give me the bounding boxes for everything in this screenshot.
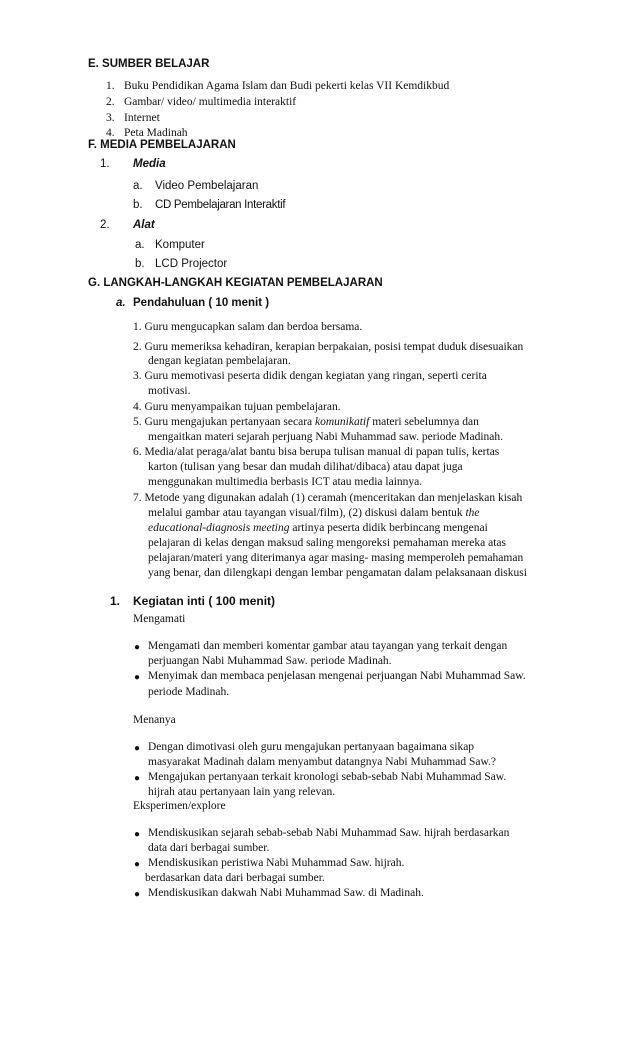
step-6-line-3: menggunakan multimedia berbasis ICT atau media lainnya. <box>148 476 423 488</box>
step-5-line-2: mengaitkan materi sejarah perjuang Nabi Muhammad saw. periode Madinah. <box>148 431 503 443</box>
eksperimen-bullet-1-line-2: data dari berbagai sumber. <box>148 842 270 854</box>
pendahuluan-letter: a. <box>116 297 126 309</box>
step-7-line-3: educational-diagnosis meeting artinya peserta didik berbincang mengenai <box>148 522 488 534</box>
step-1: 1. Guru mengucapkan salam dan berdoa bersama. <box>133 321 363 333</box>
bullet-icon: ● <box>134 889 141 900</box>
pendahuluan-title: Pendahuluan ( 10 menit ) <box>133 297 270 309</box>
step-7-line-1: 7. Metode yang digunakan adalah (1) ceramah (menceritakan dan menjelaskan kisah <box>133 492 523 504</box>
menanya-bullet-2-line-1: Mengajukan pertanyaan terkait kronologi sebab-sebab Nabi Muhammad Saw. <box>148 771 507 783</box>
media-num: 1. <box>100 158 110 170</box>
eksperimen-bullet-2-line-1: Mendiskusikan peristiwa Nabi Muhammad Saw. hijrah. <box>148 857 405 869</box>
menanya-bullet-2-line-2: hijrah atau pertanyaan lain yang relevan. <box>148 786 336 798</box>
step-2-line-2: dengan kegiatan pembelajaran. <box>148 355 291 367</box>
bullet-icon: ● <box>134 743 141 754</box>
inti-num: 1. <box>110 594 121 608</box>
section-f-title: F. MEDIA PEMBELAJARAN <box>88 139 236 151</box>
eksperimen-label: Eksperimen/explore <box>133 800 226 812</box>
mengamati-bullet-2-line-1: Menyimak dan membaca penjelasan mengenai perjuangan Nabi Muhammad Saw. <box>148 670 526 682</box>
bullet-icon: ● <box>134 773 141 784</box>
alat-item-a-letter: a. <box>135 239 145 251</box>
step-4: 4. Guru menyampaikan tujuan pembelajaran. <box>133 401 341 413</box>
step-3-line-2: motivasi. <box>148 385 191 397</box>
step-6-line-2: karton (tulisan yang besar dan mudah dilihat/dibaca) atau dapat juga <box>148 461 463 473</box>
section-e-item-1-num: 1. <box>106 80 115 92</box>
media-item-a-letter: a. <box>133 180 143 192</box>
section-e-item-2: Gambar/ video/ multimedia interaktif <box>124 96 297 108</box>
media-label: Media <box>133 158 166 170</box>
bullet-icon: ● <box>134 859 141 870</box>
eksperimen-bullet-3: Mendiskusikan dakwah Nabi Muhammad Saw. di Madinah. <box>148 887 424 899</box>
section-g-title: G. LANGKAH-LANGKAH KEGIATAN PEMBELAJARAN <box>88 277 383 289</box>
menanya-label: Menanya <box>133 714 176 726</box>
bullet-icon: ● <box>134 642 141 653</box>
step-7-line-6: yang benar, dan dilengkapi dengan lembar pengamatan dalam pelaksanaan diskusi <box>148 567 527 579</box>
section-e-item-2-num: 2. <box>106 96 115 108</box>
step-2-line-1: 2. Guru memeriksa kehadiran, kerapian berpakaian, posisi tempat duduk disesuaikan <box>133 341 524 353</box>
mengamati-label: Mengamati <box>133 613 186 625</box>
step-7-line-5: pelajaran/materi yang diterimanya agar masing- masing memperoleh pemahaman <box>148 552 524 564</box>
section-e-item-4: Peta Madinah <box>124 127 188 139</box>
step-6-line-1: 6. Media/alat peraga/alat bantu bisa berupa tulisan manual di papan tulis, kertas <box>133 446 500 458</box>
alat-item-b-letter: b. <box>135 258 145 270</box>
alat-item-b: LCD Projector <box>155 258 228 270</box>
bullet-icon: ● <box>134 672 141 683</box>
mengamati-bullet-1-line-1: Mengamati dan memberi komentar gambar atau tayangan yang terkait dengan <box>148 640 508 652</box>
media-item-b-letter: b. <box>133 199 143 211</box>
media-item-b: CD Pembelajaran Interaktif <box>155 199 286 211</box>
menanya-bullet-1-line-2: masyarakat Madinah dalam menyambut datangnya Nabi Muhammad Saw.? <box>148 756 496 768</box>
mengamati-bullet-2-line-2: periode Madinah. <box>148 686 230 698</box>
section-e-item-3: Internet <box>124 112 160 124</box>
menanya-bullet-1-line-1: Dengan dimotivasi oleh guru mengajukan pertanyaan bagaimana sikap <box>148 741 475 753</box>
step-3-line-1: 3. Guru memotivasi peserta didik dengan kegiatan yang ringan, seperti cerita <box>133 370 487 382</box>
inti-title: Kegiatan inti ( 100 menit) <box>133 594 276 608</box>
step-7-line-4: pelajaran di kelas dengan maksud saling mengoreksi pemahaman mereka atas <box>148 537 506 549</box>
section-e-item-4-num: 4. <box>106 127 115 139</box>
alat-item-a: Komputer <box>155 239 205 251</box>
eksperimen-bullet-2-line-2: berdasarkan data dari berbagai sumber. <box>145 872 325 884</box>
step-7-line-2: melalui gambar atau tayangan visual/film), (2) diskusi dalam bentuk the <box>148 507 480 519</box>
section-e-title: E. SUMBER BELAJAR <box>88 58 210 70</box>
bullet-icon: ● <box>134 829 141 840</box>
step-5-line-1: 5. Guru mengajukan pertanyaan secara komunikatif materi sebelumnya dan <box>133 416 479 428</box>
section-e-item-1: Buku Pendidikan Agama Islam dan Budi pekerti kelas VII Kemdikbud <box>124 80 450 92</box>
media-item-a: Video Pembelajaran <box>155 180 259 192</box>
section-e-item-3-num: 3. <box>106 112 115 124</box>
alat-label: Alat <box>133 219 155 231</box>
mengamati-bullet-1-line-2: perjuangan Nabi Muhammad Saw. periode Madinah. <box>148 655 392 667</box>
eksperimen-bullet-1-line-1: Mendiskusikan sejarah sebab-sebab Nabi Muhammad Saw. hijrah berdasarkan <box>148 827 510 839</box>
alat-num: 2. <box>100 219 110 231</box>
